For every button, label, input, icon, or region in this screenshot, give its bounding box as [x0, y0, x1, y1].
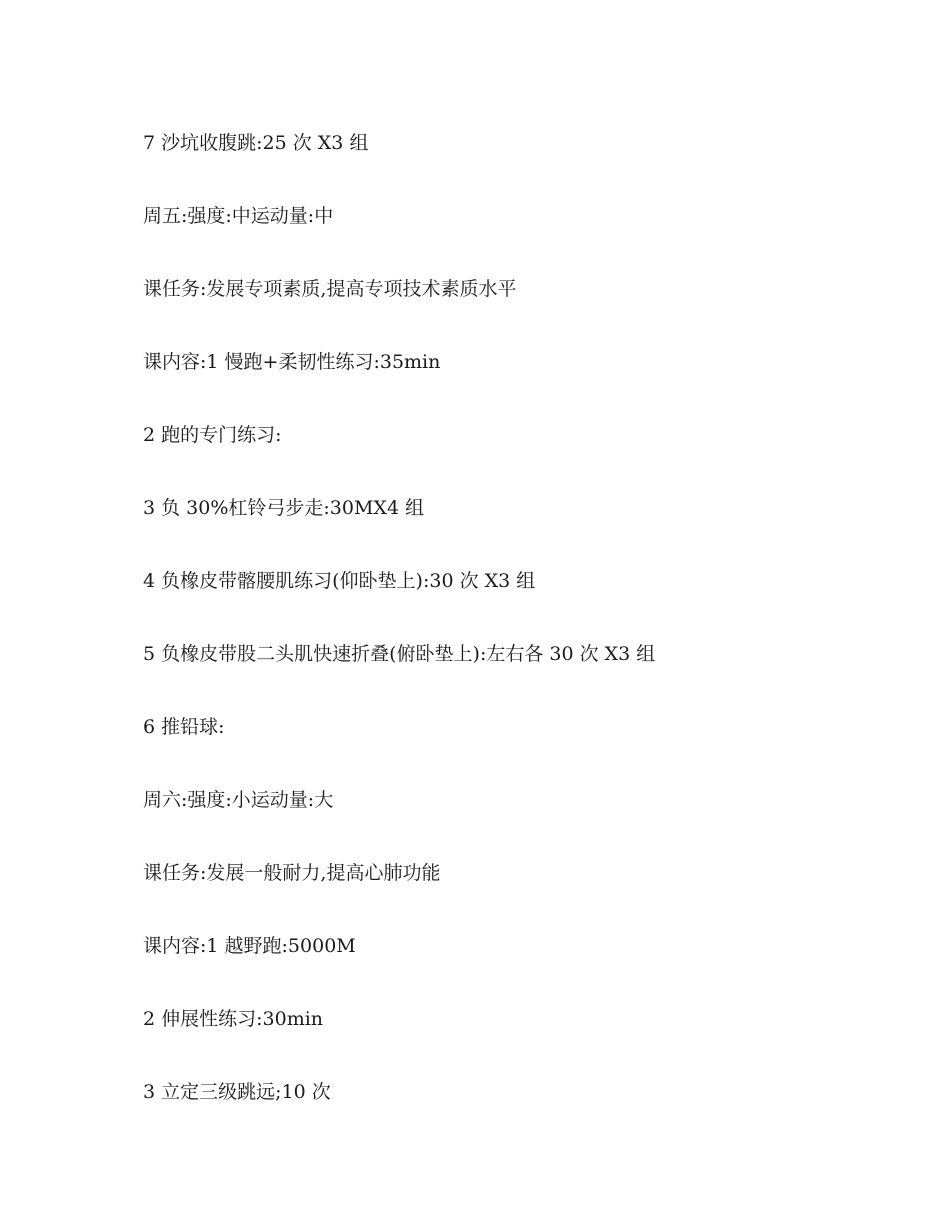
text-line: 课内容:1 越野跑:5000M — [143, 935, 356, 957]
text-line: 周五:强度:中运动量:中 — [143, 205, 334, 227]
text-line: 2 跑的专门练习: — [143, 424, 282, 446]
text-line: 周六:强度:小运动量:大 — [143, 789, 334, 811]
text-line: 课任务:发展一般耐力,提高心肺功能 — [143, 862, 441, 884]
text-line: 7 沙坑收腹跳:25 次 X3 组 — [143, 132, 369, 154]
document-body — [143, 128, 655, 1150]
text-line: 3 负 30%杠铃弓步走:30MX4 组 — [143, 497, 425, 519]
text-line: 课内容:1 慢跑+柔韧性练习:35min — [143, 351, 441, 373]
text-line: 2 伸展性练习:30min — [143, 1008, 324, 1030]
text-line: 课任务:发展专项素质,提高专项技术素质水平 — [143, 278, 517, 300]
text-line: 6 推铅球: — [143, 716, 225, 738]
text-line: 4 负橡皮带髂腰肌练习(仰卧垫上):30 次 X3 组 — [143, 570, 536, 592]
text-line: 3 立定三级跳远;10 次 — [143, 1081, 331, 1103]
text-line: 5 负橡皮带股二头肌快速折叠(俯卧垫上):左右各 30 次 X3 组 — [143, 643, 656, 665]
